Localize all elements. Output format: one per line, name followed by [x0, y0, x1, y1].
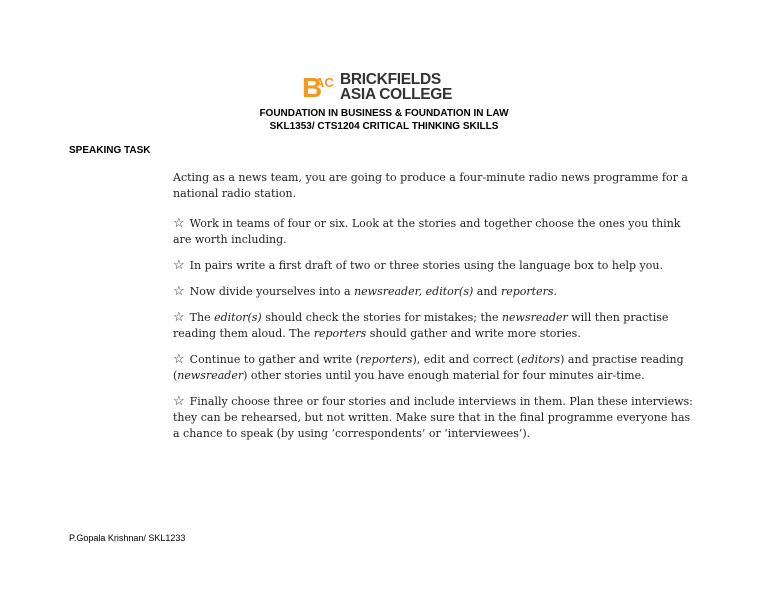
- instruction-text: ) other stories until you have enough material for four minutes air-time.: [243, 369, 645, 382]
- instruction-item: [173, 284, 693, 300]
- role-term: reporters: [359, 353, 413, 366]
- instruction-text: ) and practise reading (: [173, 353, 684, 382]
- instruction-item: [173, 216, 693, 248]
- instruction-text: Continue to gather and write (: [189, 353, 360, 366]
- instruction-text: Finally choose three or four stories and include interviews in them. Plan these interviews: they can be rehearsed, but not written. Make sure that in the final programme everyone has a chance to speak (by using ‘correspondents’ or ‘interviewees’).: [173, 395, 693, 440]
- instruction-text: and: [473, 285, 501, 298]
- college-logo: [302, 73, 464, 103]
- star-icon: ☆: [173, 284, 185, 299]
- course-title: SKL1353/ CTS1204 CRITICAL THINKING SKILLS: [269, 121, 499, 132]
- intro-paragraph: Acting as a news team, you are going to produce a four-minute radio news programme for a national radio station.: [173, 171, 688, 200]
- task-heading: SPEAKING TASK: [69, 145, 151, 156]
- instruction-text: should gather and write more stories.: [366, 327, 581, 340]
- page-footer: P.Gopala Krishnan/ SKL1233: [69, 533, 186, 543]
- instruction-text: In pairs write a first draft of two or three stories using the language box to help you.: [189, 259, 663, 272]
- instruction-item: [173, 310, 693, 342]
- star-icon: ☆: [173, 394, 185, 409]
- instruction-item: [173, 258, 693, 274]
- role-term: reporters: [313, 327, 367, 340]
- role-term: editor(s): [214, 311, 262, 324]
- star-icon: ☆: [173, 310, 185, 325]
- role-term: reporters: [500, 285, 554, 298]
- task-instructions: [173, 170, 693, 452]
- logo-wordmark: [340, 73, 452, 102]
- role-term: newsreader: [177, 369, 244, 382]
- instruction-text: The: [189, 311, 215, 324]
- logo-line-2: ASIA COLLEGE: [340, 85, 453, 103]
- role-term: newsreader, editor(s): [354, 285, 474, 298]
- role-term: editors: [521, 353, 561, 366]
- instruction-item: [173, 352, 693, 384]
- instruction-text: should check the stories for mistakes; the: [261, 311, 502, 324]
- instruction-text: .: [553, 285, 557, 298]
- programme-title: FOUNDATION IN BUSINESS & FOUNDATION IN LAW: [259, 108, 509, 119]
- logo-line-1: BRICKFIELDS: [340, 71, 441, 88]
- logo-mark-letter: B: [302, 72, 320, 103]
- instruction-text: Now divide yourselves into a: [189, 285, 355, 298]
- star-icon: ☆: [173, 352, 185, 367]
- role-term: newsreader: [501, 311, 568, 324]
- instruction-text: will then practise reading them aloud. The: [173, 311, 669, 340]
- instruction-text: ), edit and correct (: [412, 353, 522, 366]
- logo-mark-inner: AC: [315, 75, 334, 90]
- logo-mark: [302, 73, 338, 103]
- instruction-text: Work in teams of four or six. Look at the stories and together choose the ones you think are worth including.: [173, 217, 681, 246]
- star-icon: ☆: [173, 216, 185, 231]
- instruction-item: [173, 394, 693, 442]
- star-icon: ☆: [173, 258, 185, 273]
